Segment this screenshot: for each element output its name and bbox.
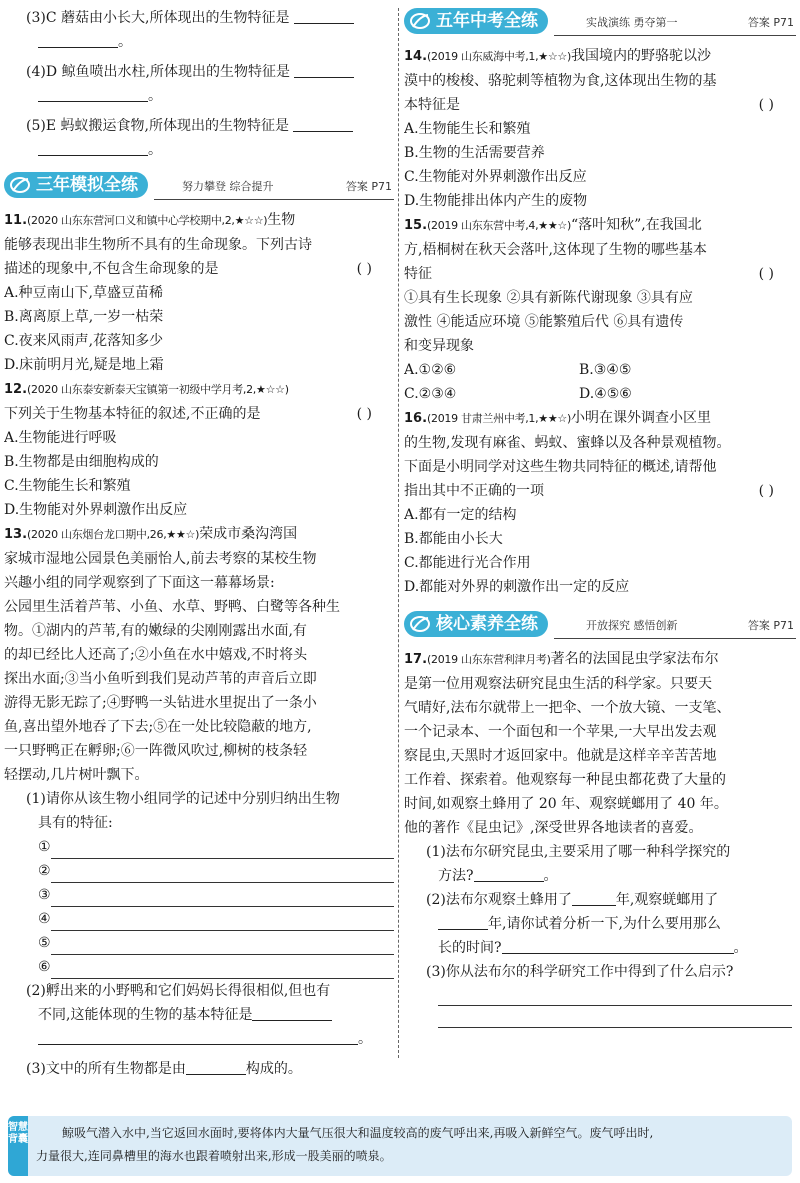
question-stem: 方,梧桐树在秋天会落叶,这体现了生物的哪些基本 — [404, 242, 707, 258]
question-13 — [4, 522, 394, 1081]
passage-line: 游得无影无踪了;④野鸭一头钻进水里捉出了一条小 — [4, 695, 317, 711]
answer-line[interactable] — [438, 984, 792, 1006]
question-14-head — [404, 44, 796, 69]
option-b: B.③④⑤ — [579, 362, 632, 378]
passage-line: 探出水面;③当小鱼听到我们晃动芦苇的声音后立即 — [4, 671, 317, 687]
question-stem-row — [404, 93, 796, 117]
option-b: B.离离原上草,一岁一枯荣 — [4, 309, 164, 325]
question-11-head — [4, 208, 394, 233]
question-number: 11. — [4, 213, 28, 228]
wisdom-tip-box — [8, 1116, 792, 1176]
statement-line: 和变异现象 — [404, 338, 474, 354]
answer-line-row — [404, 984, 796, 1006]
question-13-head — [4, 522, 394, 547]
answer-blank[interactable] — [438, 914, 488, 930]
sub-question-2-row — [404, 912, 796, 936]
question-stem: 小明在课外调查小区里 — [570, 410, 711, 426]
cont-item-4 — [4, 60, 394, 84]
passage-line: 察昆虫,天黑时才返回家中。他就是这样辛辛苦苦地 — [404, 748, 717, 764]
cont-item-5-end — [4, 138, 394, 162]
answer-line[interactable] — [51, 957, 394, 979]
section-header-core-literacy — [404, 611, 796, 639]
answer-parentheses[interactable]: ( ) — [758, 266, 774, 282]
question-stem: 指出其中不正确的一项 — [404, 483, 544, 499]
section-title: 核心素养全练 — [436, 614, 538, 634]
sub-question-2-row — [4, 1003, 394, 1027]
left-column — [4, 6, 394, 1081]
question-stem: 的生物,发现有麻雀、蚂蚁、蜜蜂以及各种景观植物。 — [404, 435, 731, 451]
question-11 — [4, 208, 394, 377]
answer-line[interactable] — [51, 885, 394, 907]
option-d: D.生物能排出体内产生的废物 — [404, 193, 588, 209]
question-source: (2020 山东东营河口义和镇中心学校期中,2,★☆☆) — [27, 214, 268, 227]
section-title-pill — [404, 611, 548, 637]
period: 。 — [148, 142, 162, 158]
passage-line: 时间,如观察土蜂用了 20 年、观察蜣螂用了 40 年。 — [404, 796, 728, 812]
question-17-head — [404, 647, 796, 672]
sub-question-2: (2)法布尔观察土蜂用了 — [426, 892, 572, 908]
question-12 — [4, 377, 394, 522]
period: 。 — [733, 940, 748, 956]
sub-question-3-text: (3)文中的所有生物都是由 — [26, 1061, 186, 1077]
question-source: (2020 山东烟台龙口期中,26,★★☆) — [27, 528, 200, 541]
option-d: D.④⑤⑥ — [579, 386, 632, 402]
passage-line: 家城市湿地公园景色美丽怡人,前去考察的某校生物 — [4, 551, 317, 567]
question-12-head — [4, 377, 394, 402]
sub-question-1: 具有的特征: — [38, 815, 113, 831]
question-stem: 下面是小明同学对这些生物共同特征的概述,请帮他 — [404, 459, 717, 475]
option-b: B.都能由小长大 — [404, 531, 503, 547]
answer-blank[interactable] — [38, 140, 148, 156]
answer-line[interactable] — [51, 837, 394, 859]
feature-row — [4, 907, 394, 931]
feature-mark: ③ — [38, 887, 51, 903]
answer-line[interactable] — [51, 861, 394, 883]
option-c: C.都能进行光合作用 — [404, 555, 531, 571]
answer-blank[interactable] — [186, 1059, 246, 1075]
cont-item-5 — [4, 114, 394, 138]
passage-line: 兴趣小组的同学观察到了下面这一幕幕场景: — [4, 575, 275, 591]
question-17 — [404, 647, 796, 1028]
section-motto: 实战演练 勇夺第一 — [586, 16, 678, 29]
passage-line: 一只野鸭正在孵卵;⑥一阵微风吹过,柳树的枝条轻 — [4, 743, 308, 759]
statement-line: 激性 ④能适应环境 ⑤能繁殖后代 ⑥具有遗传 — [404, 314, 684, 330]
sub-question-2-end — [4, 1027, 394, 1051]
question-number: 17. — [404, 652, 428, 667]
feature-row — [4, 955, 394, 979]
option-row — [404, 382, 796, 406]
answer-blank[interactable] — [294, 62, 354, 78]
tip-line: 鲸吸气潜入水中,当它返回水面时,要将体内大量气压很大和温度较高的废气呼出来,再吸入新鲜空气。废气呼出时, — [62, 1126, 654, 1140]
option-row — [404, 358, 796, 382]
option-a: A.都有一定的结构 — [404, 507, 517, 523]
right-column — [404, 6, 796, 1028]
question-number: 12. — [4, 382, 28, 397]
tip-line: 力量很大,连同鼻槽里的海水也跟着喷射出来,形成一股美丽的喷泉。 — [36, 1149, 392, 1163]
answer-parentheses[interactable]: ( ) — [356, 406, 372, 422]
continued-questions — [4, 6, 394, 162]
statement-line: ①具有生长现象 ②具有新陈代谢现象 ③具有应 — [404, 290, 693, 306]
passage-line: 公园里生活着芦苇、小鱼、水草、野鸭、白鹭等各种生 — [4, 599, 340, 615]
passage-line: 工作着、探索着。他观察每一种昆虫都花费了大量的 — [404, 772, 726, 788]
question-stem: 描述的现象中,不包含生命现象的是 — [4, 261, 219, 277]
feature-mark: ② — [38, 863, 51, 879]
sub-question-2: 长的时间? — [438, 940, 502, 956]
passage-line: 物。①湖内的芦苇,有的嫩绿的尖刚刚露出水面,有 — [4, 623, 307, 639]
question-stem: 我国境内的野骆驼以沙 — [570, 48, 711, 64]
period: 。 — [543, 868, 558, 884]
passage-line: 是第一位用观察法研究昆虫生活的科学家。只要天 — [404, 676, 712, 692]
feature-mark: ④ — [38, 911, 51, 927]
section-title: 三年模拟全练 — [36, 175, 138, 195]
answer-blank[interactable] — [294, 8, 354, 24]
section-title-pill — [4, 172, 148, 198]
option-c: C.生物能对外界刺激作出反应 — [404, 169, 587, 185]
sub-question-2: (2)孵出来的小野鸭和它们妈妈长得很相似,但也有 — [26, 983, 331, 999]
option-a: A.生物能生长和繁殖 — [404, 121, 531, 137]
question-stem: 著名的法国昆虫学家法布尔 — [550, 651, 719, 667]
section-motto: 努力攀登 综合提升 — [182, 180, 274, 193]
option-d: D.生物能对外界刺激作出反应 — [4, 502, 188, 518]
passage-line: 他的著作《昆虫记》,深受世界各地读者的喜爱。 — [404, 820, 703, 836]
section-header-five-year — [404, 8, 796, 36]
tip-text — [36, 1122, 784, 1168]
leaf-logo-icon — [410, 12, 430, 30]
answer-blank[interactable] — [474, 866, 544, 882]
passage-line: 鱼,喜出望外地吞了下去;⑤在一处比较隐蔽的地方, — [4, 719, 312, 735]
feature-row — [4, 883, 394, 907]
sub-question-1: (1)请你从该生物小组同学的记述中分别归纳出生物 — [26, 791, 340, 807]
passage-line: 气晴好,法布尔就带上一把伞、一个放大镜、一支笔、 — [404, 700, 731, 716]
question-15-head — [404, 213, 796, 238]
answer-page-ref: 答案 P71 — [345, 180, 392, 193]
question-stem-row — [4, 402, 394, 426]
question-stem: 生物 — [267, 212, 296, 228]
question-stem: 本特征是 — [404, 97, 460, 113]
option-b: B.生物的生活需要营养 — [404, 145, 545, 161]
option-c: C.生物能生长和繁殖 — [4, 478, 131, 494]
sub-question-3-text: 构成的。 — [245, 1061, 302, 1077]
answer-page-ref: 答案 P71 — [747, 619, 794, 632]
question-16 — [404, 406, 796, 599]
question-stem-row — [404, 262, 796, 286]
answer-blank[interactable] — [38, 86, 148, 102]
question-number: 16. — [404, 411, 428, 426]
question-source: (2019 山东东营利津月考) — [427, 653, 551, 666]
sub-question-2-row — [404, 888, 796, 912]
cont-item-3-end — [4, 30, 394, 54]
answer-page-ref: 答案 P71 — [747, 16, 794, 29]
passage-line: 的却已经比人还高了;②小鱼在水中嬉戏,不时将头 — [4, 647, 308, 663]
answer-blank[interactable] — [293, 116, 353, 132]
sub-question-1-row — [404, 864, 796, 888]
feature-mark: ⑥ — [38, 959, 51, 975]
option-a: A.种豆南山下,草盛豆苗稀 — [4, 285, 164, 301]
cont-item-3 — [4, 6, 394, 30]
sub-question-2: 年,观察蜣螂用了 — [615, 892, 719, 908]
question-stem: 下列关于生物基本特征的叙述,不正确的是 — [4, 406, 261, 422]
section-motto: 开放探究 感悟创新 — [586, 619, 678, 632]
option-c: C.②③④ — [404, 386, 457, 402]
option-d: D.床前明月光,疑是地上霜 — [4, 357, 164, 373]
question-stem: 能够表现出非生物所不具有的生命现象。下列古诗 — [4, 237, 312, 253]
feature-mark: ⑤ — [38, 935, 51, 951]
question-stem-row — [404, 479, 796, 503]
answer-blank[interactable] — [252, 1005, 332, 1021]
question-number: 15. — [404, 218, 428, 233]
cont-label: (3)C 蘑菇由小长大,所体现出的生物特征是 — [26, 10, 290, 26]
tip-badge: 智慧背囊 — [8, 1116, 28, 1176]
answer-blank[interactable] — [38, 1029, 358, 1045]
feature-row — [4, 859, 394, 883]
section-rule — [554, 35, 796, 36]
answer-parentheses[interactable]: ( ) — [758, 97, 774, 113]
sub-question-2: 年,请你试着分析一下,为什么要用那么 — [488, 916, 721, 932]
question-stem: 特征 — [404, 266, 432, 282]
answer-blank[interactable] — [572, 890, 616, 906]
period: 。 — [118, 34, 132, 50]
column-divider — [398, 8, 399, 1058]
sub-question-1: (1)法布尔研究昆虫,主要采用了哪一种科学探究的 — [426, 844, 731, 860]
passage-line: 一个记录本、一个面包和一个苹果,一大早出发去观 — [404, 724, 717, 740]
answer-line[interactable] — [438, 1006, 792, 1028]
question-number: 13. — [4, 527, 28, 542]
question-15 — [404, 213, 796, 406]
section-title-pill — [404, 8, 548, 34]
answer-blank[interactable] — [502, 938, 734, 954]
period: 。 — [148, 88, 162, 104]
option-b: B.生物都是由细胞构成的 — [4, 454, 159, 470]
sub-question-3: (3)你从法布尔的科学研究工作中得到了什么启示? — [426, 964, 734, 980]
feature-row — [4, 835, 394, 859]
passage-line: 轻摆动,几片树叶飘下。 — [4, 767, 149, 783]
answer-line[interactable] — [51, 933, 394, 955]
option-d: D.都能对外界的刺激作出一定的反应 — [404, 579, 630, 595]
question-source: (2019 山东威海中考,1,★☆☆) — [427, 50, 571, 63]
option-a: A.生物能进行呼吸 — [4, 430, 117, 446]
answer-line[interactable] — [51, 909, 394, 931]
cont-item-4-end — [4, 84, 394, 108]
question-source: (2020 山东泰安新泰天宝镇第一初级中学月考,2,★☆☆) — [27, 383, 289, 396]
sub-question-2-row — [404, 936, 796, 960]
question-stem-row — [4, 257, 394, 281]
section-rule — [154, 199, 394, 200]
question-stem: 漠中的梭梭、骆驼刺等植物为食,这体现出生物的基 — [404, 73, 717, 89]
answer-parentheses[interactable]: ( ) — [356, 261, 372, 277]
question-number: 14. — [404, 49, 428, 64]
question-source: (2019 甘肃兰州中考,1,★★☆) — [427, 412, 571, 425]
question-stem: “落叶知秋”,在我国北 — [570, 217, 702, 233]
answer-parentheses[interactable]: ( ) — [758, 483, 774, 499]
cont-label: (4)D 鲸鱼喷出水柱,所体现出的生物特征是 — [26, 64, 290, 80]
question-14 — [404, 44, 796, 213]
sub-question-3 — [4, 1057, 394, 1081]
sub-question-1: 方法? — [438, 868, 474, 884]
leaf-logo-icon — [10, 176, 30, 194]
section-title: 五年中考全练 — [436, 11, 538, 31]
leaf-logo-icon — [410, 615, 430, 633]
period: 。 — [358, 1031, 372, 1047]
answer-line-row — [404, 1006, 796, 1028]
option-c: C.夜来风雨声,花落知多少 — [4, 333, 164, 349]
question-source: (2019 山东东营中考,4,★★☆) — [427, 219, 571, 232]
feature-mark: ① — [38, 839, 51, 855]
question-16-head — [404, 406, 796, 431]
answer-blank[interactable] — [38, 32, 118, 48]
feature-row — [4, 931, 394, 955]
cont-label: (5)E 蚂蚁搬运食物,所体现出的生物特征是 — [26, 118, 289, 134]
option-a: A.①②⑥ — [404, 362, 457, 378]
sub-question-2: 不同,这能体现的生物的基本特征是 — [38, 1007, 253, 1023]
question-stem: 荣成市桑沟湾国 — [199, 526, 298, 542]
section-header-three-year — [4, 172, 394, 200]
section-rule — [554, 638, 796, 639]
